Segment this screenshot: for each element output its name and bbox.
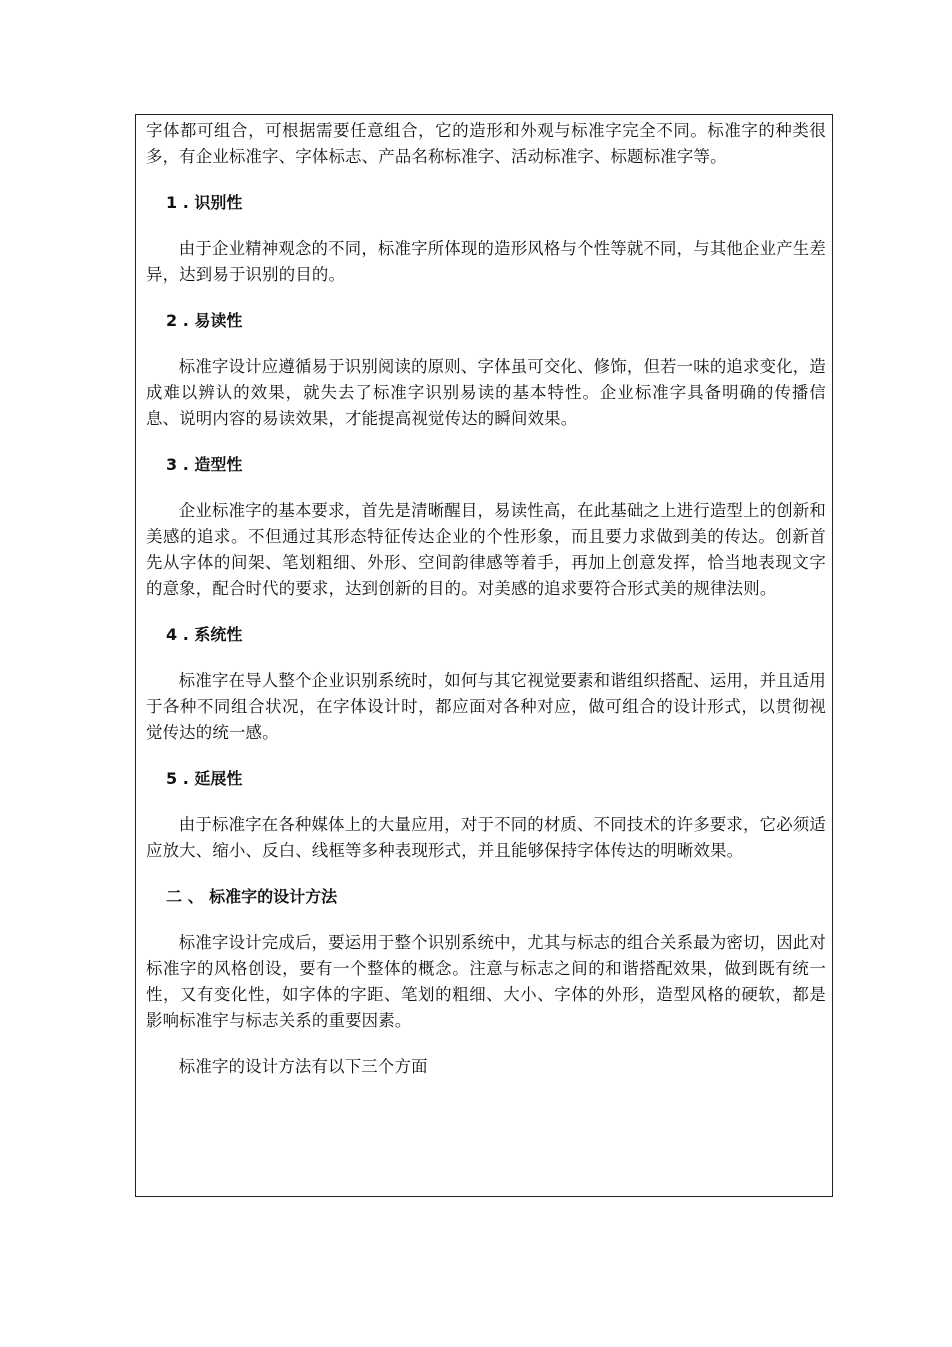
section-body-form: 企业标准字的基本要求，首先是清晰醒目，易读性高，在此基础之上进行造型上的创新和美感的追求。不但通过其形态特征传达企业的个性形象，而且要力求做到美的传达。创新首先从字体的间架、笔划粗细、外形、空间韵律感等着手，再加上创意发挥，恰当地表现文字的意象，配合时代的要求，达到创新的目的。对美感的追求要符合形式美的规律法则。 <box>146 501 826 598</box>
section-heading-readability: 2 . 易读性 <box>166 311 243 330</box>
document-body <box>146 118 826 1080</box>
document-frame <box>135 114 833 1197</box>
section-heading-recognizability: 1 . 识别性 <box>166 193 243 212</box>
intro-paragraph: 字体都可组合，可根据需要任意组合，它的造形和外观与标准字完全不同。标准字的种类很多，有企业标准字、字体标志、产品名称标准字、活动标准字、标题标准字等。 <box>146 121 826 166</box>
section-heading-system: 4 . 系统性 <box>166 625 243 644</box>
section-heading-form: 3 . 造型性 <box>166 455 243 474</box>
section-body-extensibility: 由于标准字在各种媒体上的大量应用，对于不同的材质、不同技术的许多要求，它必须适应放大、缩小、反白、线框等多种表现形式，并且能够保持字体传达的明晰效果。 <box>146 815 826 860</box>
section-body-system: 标准字在导人整个企业识别系统时，如何与其它视觉要素和谐组织搭配、运用，并且适用于各种不同组合状况，在字体设计时，都应面对各种对应，做可组合的设计形式，以贯彻视觉传达的统一感。 <box>146 671 826 742</box>
part2-heading: 二 、 标准字的设计方法 <box>166 887 338 906</box>
section-body-recognizability: 由于企业精神观念的不同，标准字所体现的造形风格与个性等就不同，与其他企业产生差异，达到易于识别的目的。 <box>146 239 826 284</box>
section-heading-extensibility: 5 . 延展性 <box>166 769 243 788</box>
part2-closing: 标准字的设计方法有以下三个方面 <box>178 1057 428 1076</box>
part2-body: 标准字设计完成后，要运用于整个识别系统中，尤其与标志的组合关系最为密切，因此对标准字的风格创设，要有一个整体的概念。注意与标志之间的和谐搭配效果，做到既有统一性，又有变化性，如字体的字距、笔划的粗细、大小、字体的外形，造型风格的硬软，都是影响标准宇与标志关系的重要因素。 <box>146 933 826 1030</box>
section-body-readability: 标准字设计应遵循易于识别阅读的原则、字体虽可交化、修饰，但若一味的追求变化，造成难以辨认的效果，就失去了标准字识别易读的基本特性。企业标准字具备明确的传播信息、说明内容的易读效果，才能提高视觉传达的瞬间效果。 <box>146 357 826 428</box>
